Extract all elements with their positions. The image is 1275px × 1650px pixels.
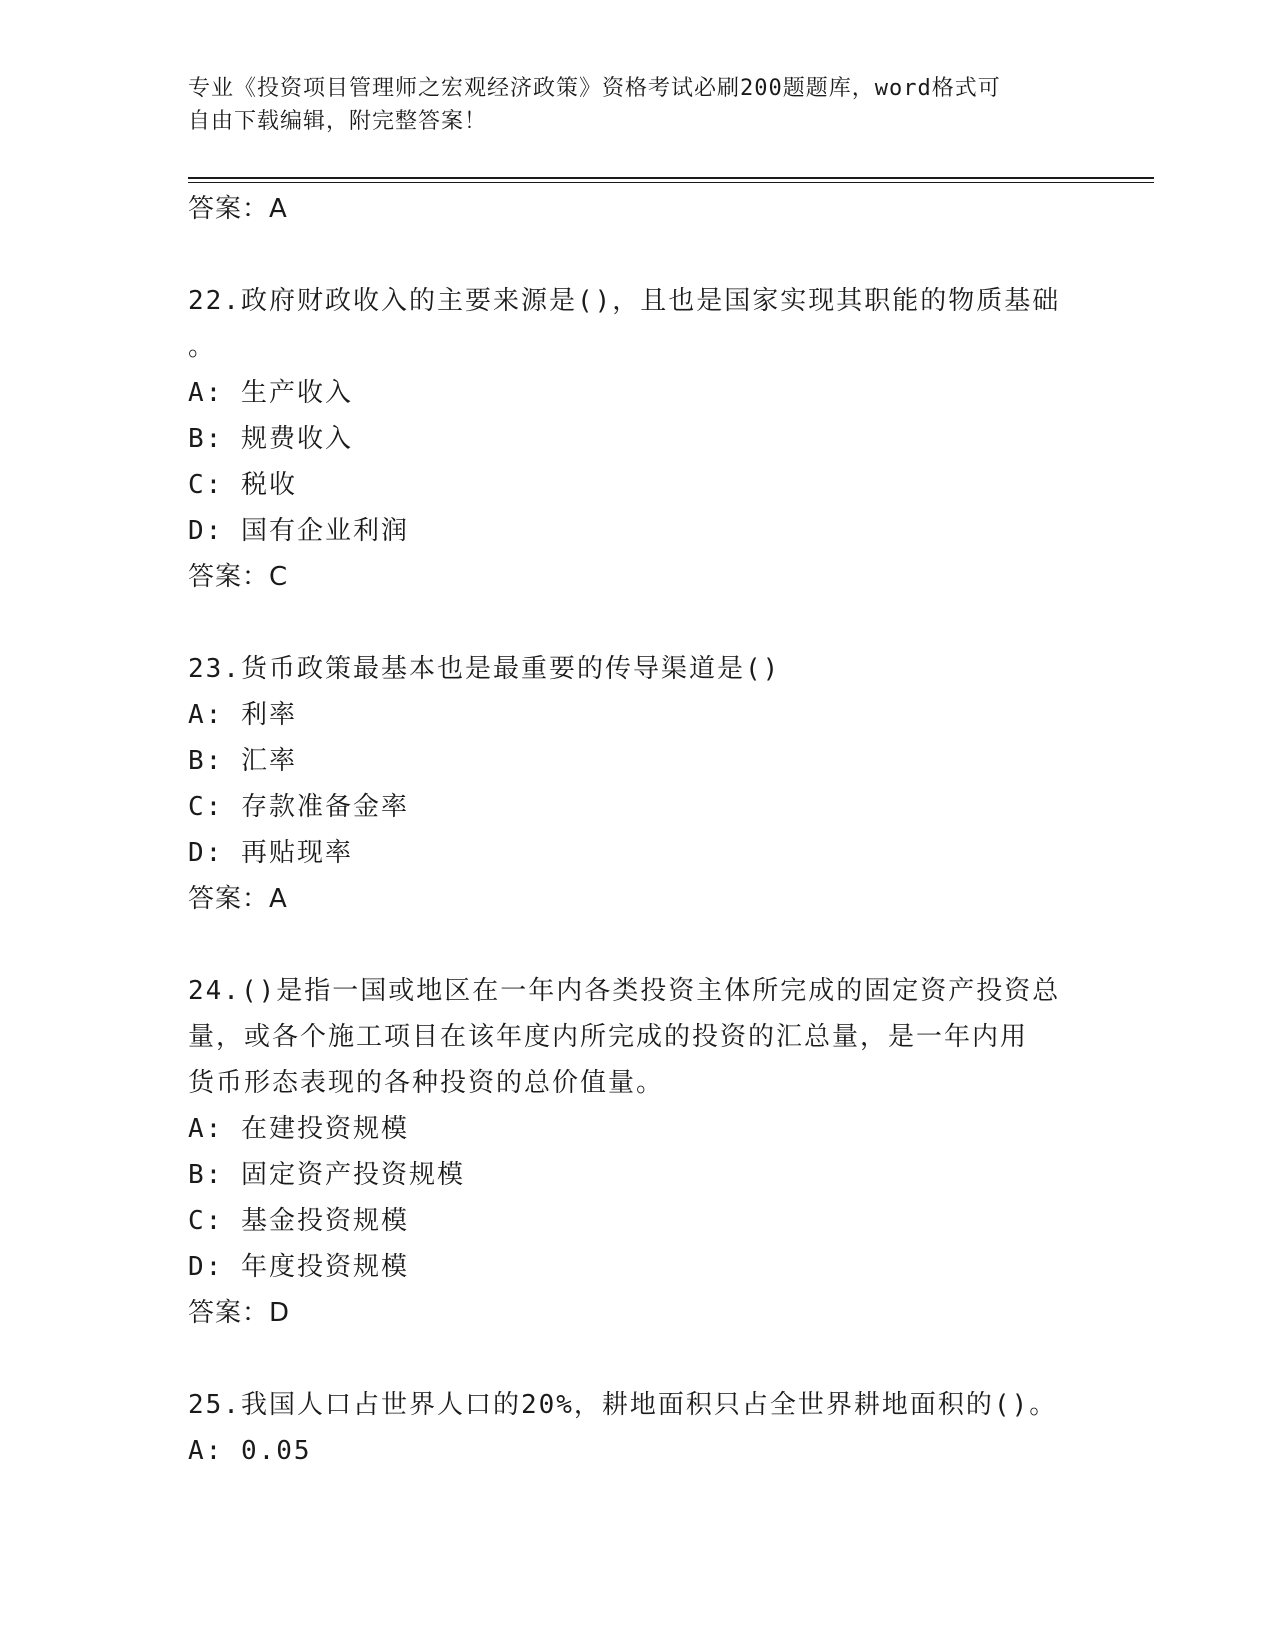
- spacer: [188, 922, 1088, 968]
- question-stem-line: 25.我国人口占世界人口的20%，耕地面积只占全世界耕地面积的()。: [188, 1390, 1058, 1420]
- option-d: D: 再贴现率: [188, 838, 353, 868]
- spacer: [188, 600, 1088, 646]
- question-stem-line: 23.货币政策最基本也是最重要的传导渠道是(): [188, 654, 781, 684]
- option-d: D: 年度投资规模: [188, 1252, 409, 1282]
- spacer: [188, 1336, 1088, 1382]
- option-b: B: 规费收入: [188, 424, 353, 454]
- header-rule-thick: [188, 177, 1154, 179]
- question-stem-line: 。: [188, 332, 217, 362]
- document-header: [188, 72, 1068, 138]
- answer: 答案：D: [188, 1298, 291, 1328]
- question-stem-line: 量，或各个施工项目在该年度内所完成的投资的汇总量，是一年内用: [188, 1022, 1029, 1052]
- header-line-2: 自由下载编辑，附完整答案！: [188, 109, 488, 134]
- option-a: A: 生产收入: [188, 378, 353, 408]
- question-25: [188, 1382, 1088, 1474]
- option-b: B: 固定资产投资规模: [188, 1160, 465, 1190]
- question-list: [188, 186, 1088, 1474]
- question-stem-line: 22.政府财政收入的主要来源是()，且也是国家实现其职能的物质基础: [188, 286, 1061, 316]
- question-23: [188, 646, 1088, 922]
- option-b: B: 汇率: [188, 746, 297, 776]
- spacer: [188, 232, 1088, 278]
- header-line-1: 专业《投资项目管理师之宏观经济政策》资格考试必刷200题题库，word格式可: [188, 76, 1001, 101]
- option-a: A: 在建投资规模: [188, 1114, 409, 1144]
- option-d: D: 国有企业利润: [188, 516, 409, 546]
- question-22: [188, 278, 1088, 600]
- option-c: C: 税收: [188, 470, 297, 500]
- question-stem-line: 24.()是指一国或地区在一年内各类投资主体所完成的固定资产投资总: [188, 976, 1061, 1006]
- option-c: C: 存款准备金率: [188, 792, 409, 822]
- option-a: A: 利率: [188, 700, 297, 730]
- header-rule-thin: [188, 182, 1154, 183]
- question-stem-line: 货币形态表现的各种投资的总价值量。: [188, 1068, 665, 1098]
- option-a: A: 0.05: [188, 1436, 312, 1466]
- question-24: [188, 968, 1088, 1336]
- answer: 答案：C: [188, 562, 289, 592]
- answer: 答案：A: [188, 884, 288, 914]
- option-c: C: 基金投资规模: [188, 1206, 409, 1236]
- previous-answer: 答案：A: [188, 194, 288, 224]
